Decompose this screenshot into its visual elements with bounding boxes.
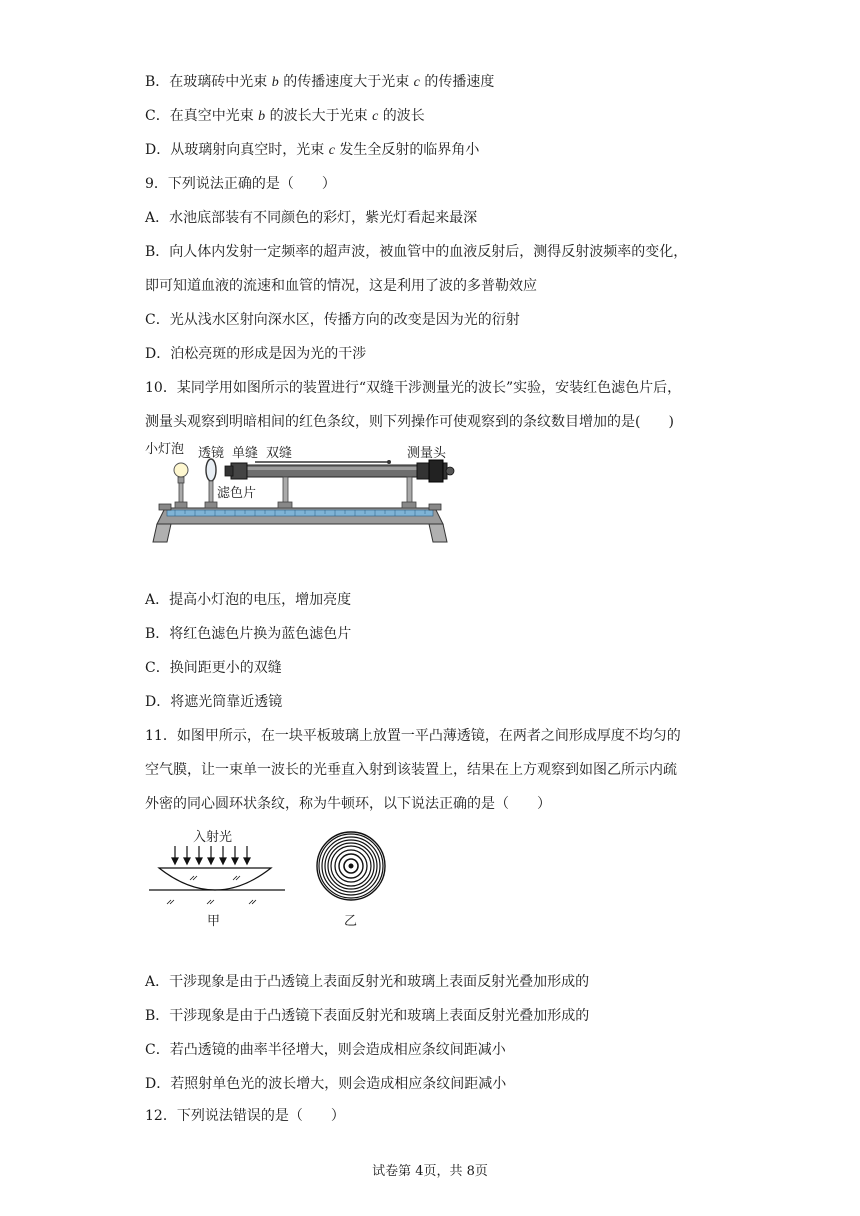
q11-option-c: C．若凸透镜的曲率半径增大，则会造成相应条纹间距减小 [145, 1042, 506, 1058]
label-bulb: 小灯泡 [145, 442, 185, 457]
label-lens: 透镜 [198, 446, 225, 461]
q9-option-d: D．泊松亮斑的形成是因为光的干涉 [145, 346, 367, 362]
label-measuring-head: 测量头 [407, 446, 447, 461]
label-single-slit: 单缝 [232, 446, 259, 461]
double-slit-apparatus-figure [145, 438, 455, 550]
q11-option-d: D．若照射单色光的波长增大，则会造成相应条纹间距减小 [145, 1076, 507, 1092]
q10-option-c: C．换间距更小的双缝 [145, 660, 282, 676]
q10-stem-line2: 测量头观察到明暗相间的红色条纹，则下列操作可使观察到的条纹数目增加的是( ) [145, 414, 674, 430]
q11-option-b: B．干涉现象是由于凸透镜下表面反射光和玻璃上表面反射光叠加形成的 [145, 1008, 590, 1024]
label-incident-light: 入射光 [193, 830, 233, 845]
newton-rings-figure [145, 822, 395, 932]
q11-option-a: A．干涉现象是由于凸透镜上表面反射光和玻璃上表面反射光叠加形成的 [145, 974, 590, 990]
q10-stem-line1: 10．某同学用如图所示的装置进行“双缝干涉测量光的波长”实验，安装红色滤色片后， [145, 380, 682, 396]
q9-stem: 9．下列说法正确的是（ ） [145, 176, 336, 192]
label-filter: 滤色片 [217, 486, 257, 501]
newton-rings-drawing [145, 822, 395, 932]
q10-option-b: B．将红色滤色片换为蓝色滤色片 [145, 626, 352, 642]
q8-option-b: B．在玻璃砖中光束 b 的传播速度大于光束 c 的传播速度 [145, 74, 495, 90]
q9-option-a: A．水池底部装有不同颜色的彩灯，紫光灯看起来最深 [145, 210, 478, 226]
q9-option-c: C．光从浅水区射向深水区，传播方向的改变是因为光的衍射 [145, 312, 520, 328]
q11-stem-line2: 空气膜，让一束单一波长的光垂直入射到该装置上，结果在上方观察到如图乙所示内疏 [145, 762, 677, 778]
q8-option-c: C．在真空中光束 b 的波长大于光束 c 的波长 [145, 108, 425, 124]
page-footer: 试卷第 4页，共 8页 [372, 1164, 488, 1179]
q10-option-a: A．提高小灯泡的电压，增加亮度 [145, 592, 352, 608]
q11-stem-line3: 外密的同心圆环状条纹，称为牛顿环，以下说法正确的是（ ） [145, 796, 551, 812]
q10-option-d: D．将遮光筒靠近透镜 [145, 694, 283, 710]
q9-option-b-line1: B．向人体内发射一定频率的超声波，被血管中的血液反射后，测得反射波频率的变化， [145, 244, 688, 260]
q9-option-b-line2: 即可知道血液的流速和血管的情况，这是利用了波的多普勒效应 [145, 278, 537, 294]
label-jia: 甲 [207, 914, 221, 929]
label-double-slit: 双缝 [266, 446, 293, 461]
q8-option-d: D．从玻璃射向真空时，光束 c 发生全反射的临界角小 [145, 142, 480, 158]
q12-stem: 12．下列说法错误的是（ ） [145, 1108, 345, 1124]
label-yi: 乙 [344, 914, 358, 929]
q11-stem-line1: 11．如图甲所示，在一块平板玻璃上放置一平凸薄透镜，在两者之间形成厚度不均匀的 [145, 728, 681, 744]
